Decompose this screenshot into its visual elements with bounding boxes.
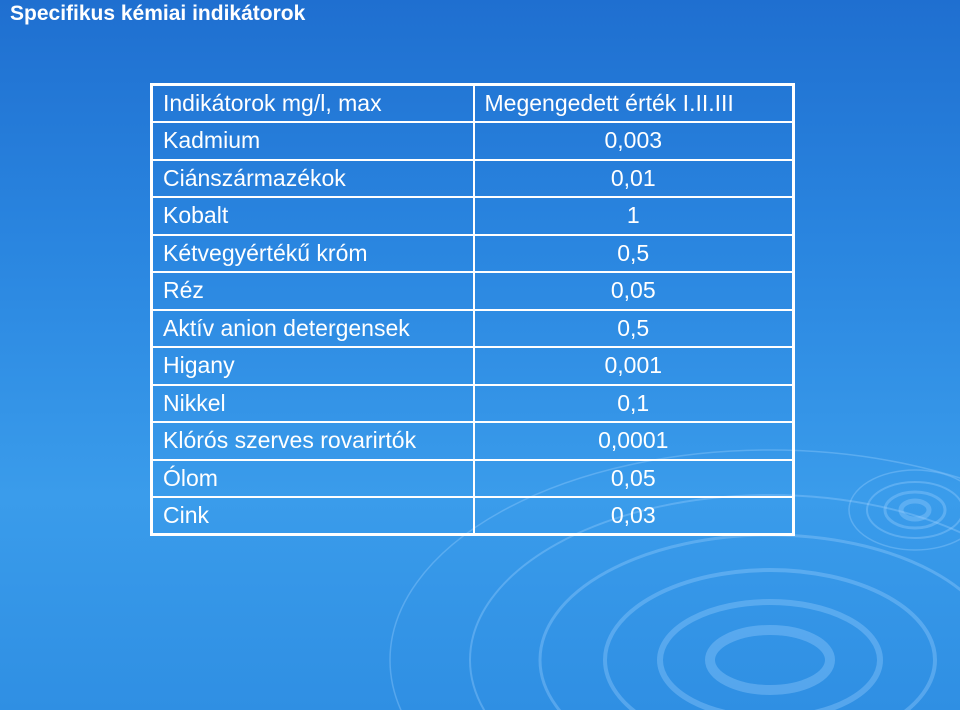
table-header-row <box>152 85 794 123</box>
table-row <box>152 385 794 423</box>
indicator-name: Ciánszármazékok <box>152 160 474 198</box>
table-row <box>152 272 794 310</box>
indicator-table-container <box>150 83 795 536</box>
indicator-name: Réz <box>152 272 474 310</box>
indicator-value: 0,05 <box>474 272 794 310</box>
indicator-name: Cink <box>152 497 474 535</box>
indicator-name: Kadmium <box>152 122 474 160</box>
indicator-value: 0,01 <box>474 160 794 198</box>
table-row <box>152 235 794 273</box>
indicator-value: 0,5 <box>474 235 794 273</box>
table-row <box>152 422 794 460</box>
indicator-table <box>150 83 795 536</box>
indicator-value: 0,03 <box>474 497 794 535</box>
indicator-value: 0,001 <box>474 347 794 385</box>
table-row <box>152 122 794 160</box>
indicator-value: 0,5 <box>474 310 794 348</box>
indicator-value: 0,05 <box>474 460 794 498</box>
header-allowed-value: Megengedett érték I.II.III <box>474 85 794 123</box>
header-indicator: Indikátorok mg/l, max <box>152 85 474 123</box>
table-row <box>152 160 794 198</box>
indicator-value: 0,1 <box>474 385 794 423</box>
indicator-name: Kétvegyértékű króm <box>152 235 474 273</box>
indicator-name: Aktív anion detergensek <box>152 310 474 348</box>
table-row <box>152 497 794 535</box>
table-row <box>152 197 794 235</box>
slide-title: Specifikus kémiai indikátorok <box>10 2 306 25</box>
table-row <box>152 460 794 498</box>
indicator-value: 1 <box>474 197 794 235</box>
indicator-name: Higany <box>152 347 474 385</box>
indicator-value: 0,0001 <box>474 422 794 460</box>
table-row <box>152 310 794 348</box>
table-row <box>152 347 794 385</box>
indicator-name: Klórós szerves rovarirtók <box>152 422 474 460</box>
indicator-name: Kobalt <box>152 197 474 235</box>
indicator-name: Nikkel <box>152 385 474 423</box>
indicator-value: 0,003 <box>474 122 794 160</box>
indicator-name: Ólom <box>152 460 474 498</box>
